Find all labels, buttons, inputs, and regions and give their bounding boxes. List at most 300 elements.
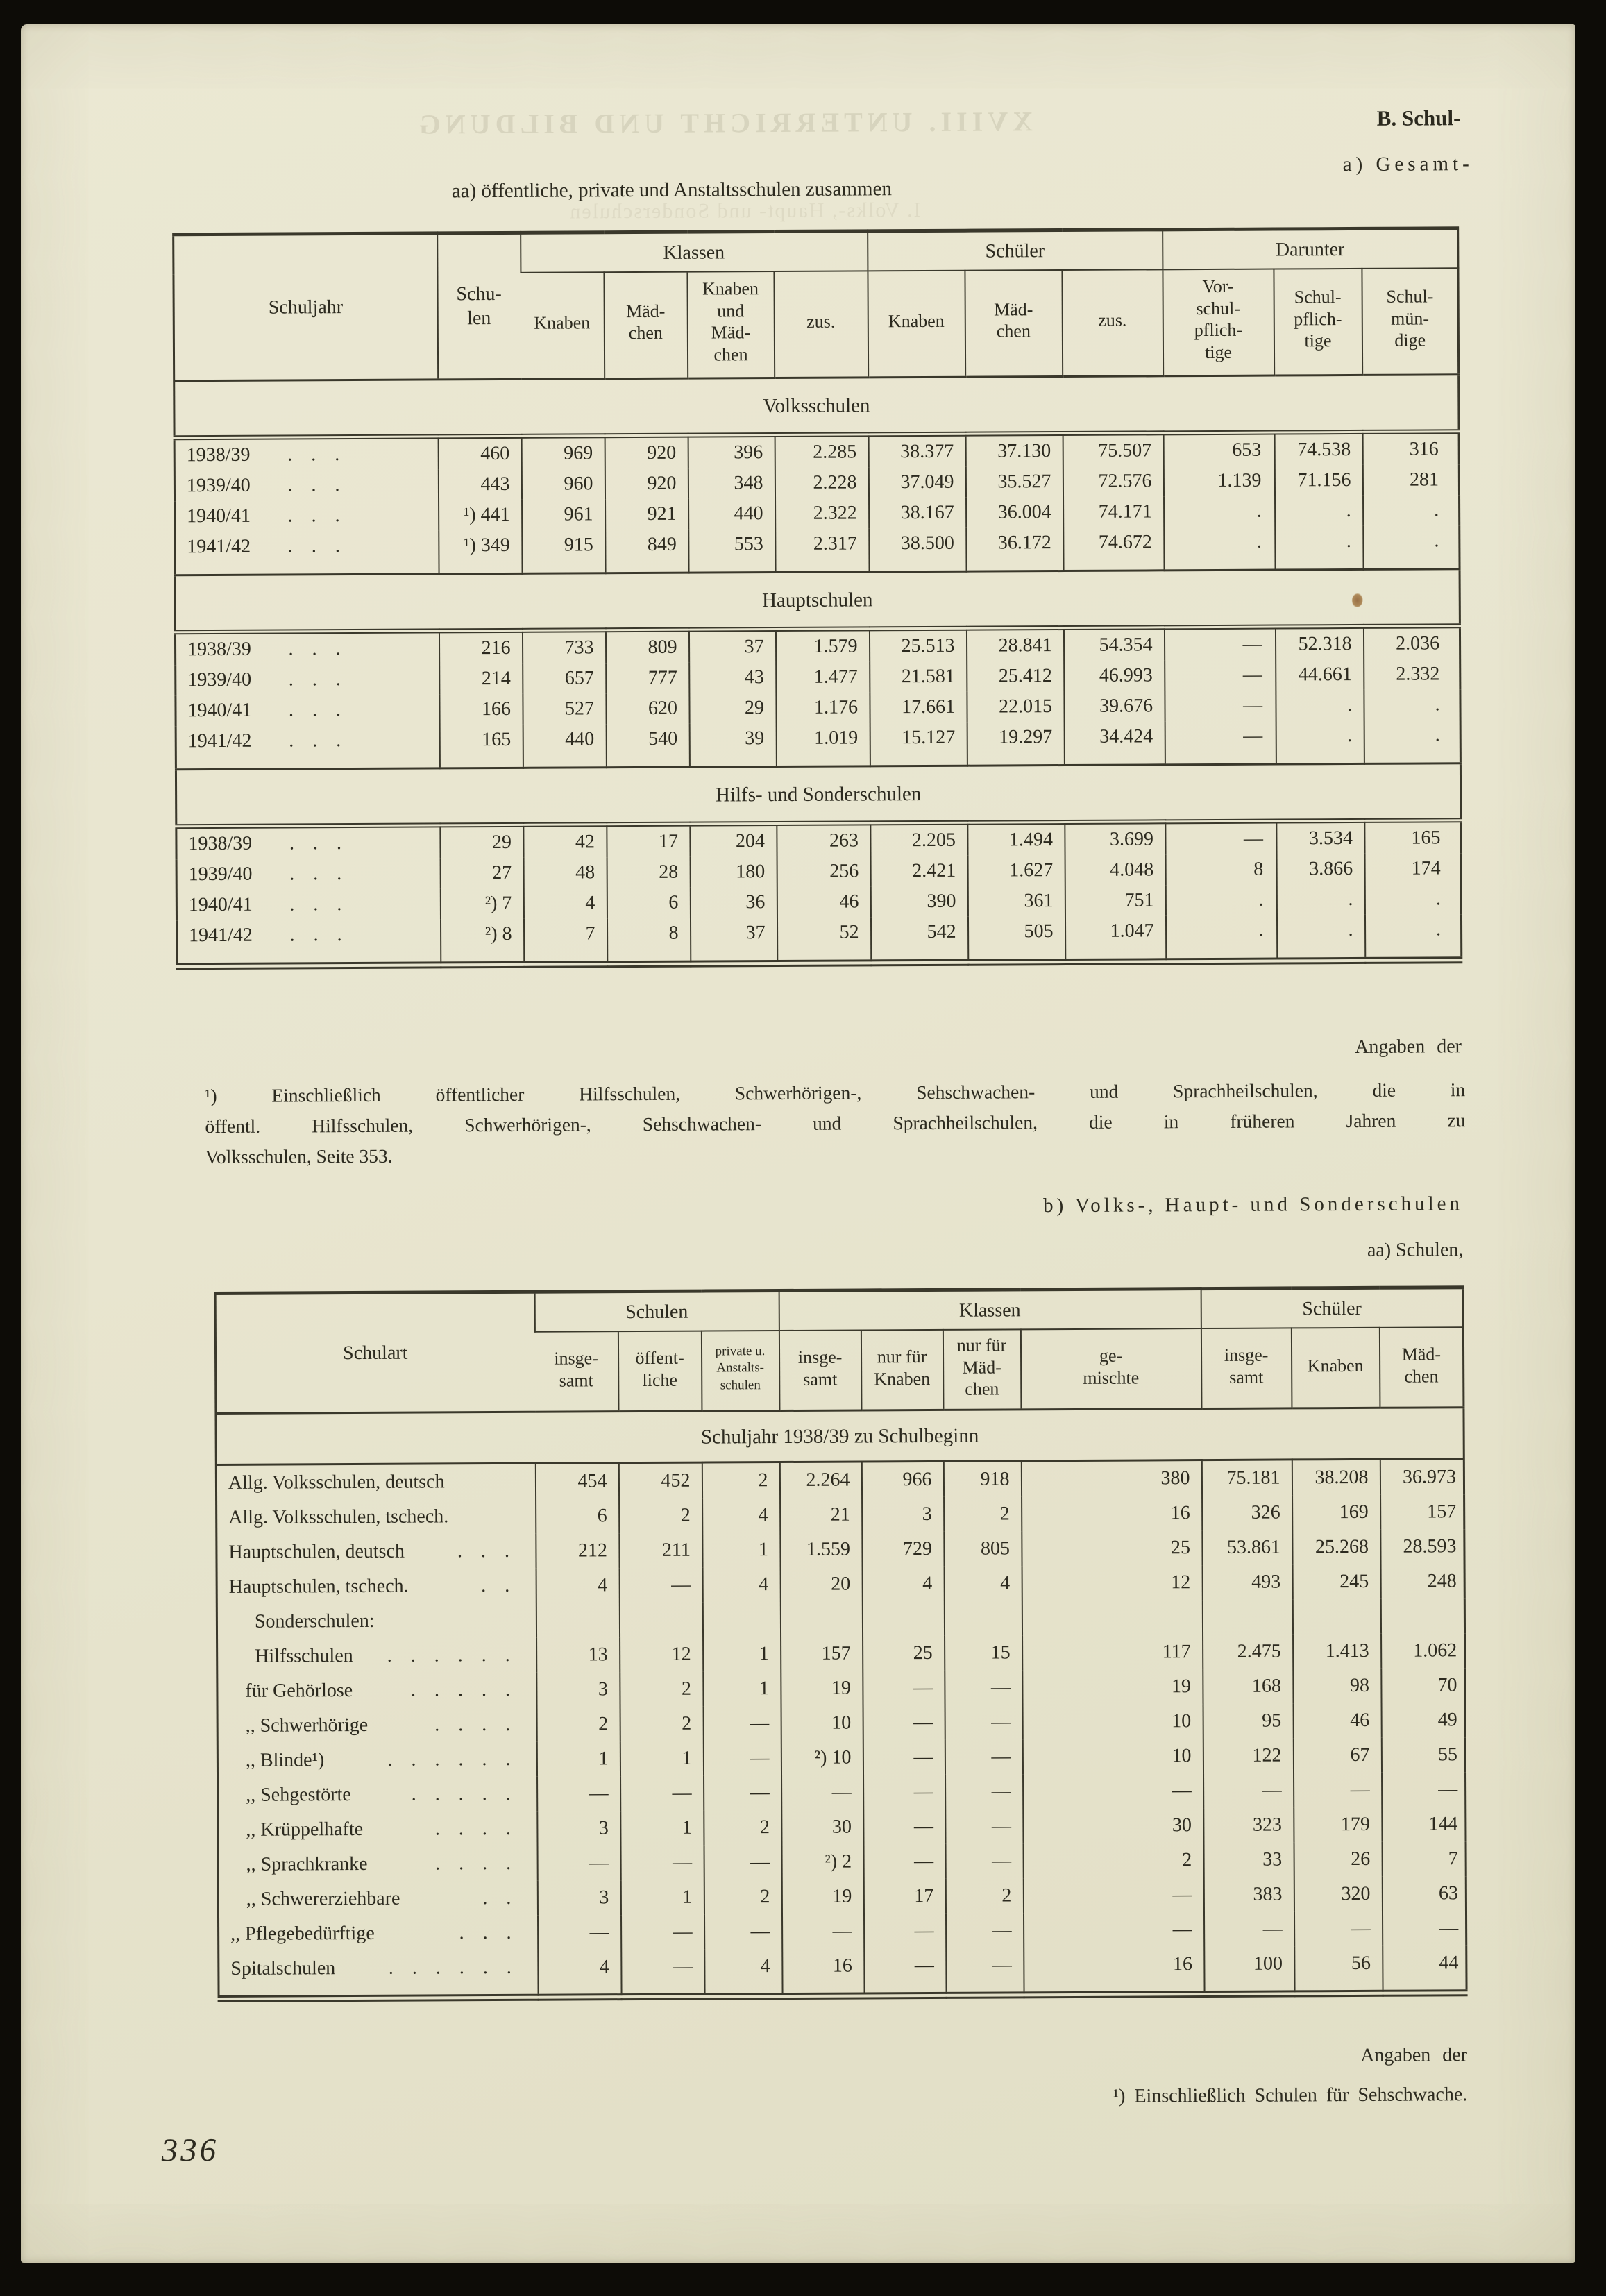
cell-schueler-knaben: 38.167 <box>869 498 966 529</box>
section-band-hilfs-sonderschulen: Hilfs- und Sonderschulen <box>176 763 1460 827</box>
cell-schueler-knaben: 38.208 <box>1292 1459 1380 1495</box>
cell-schulen-private: — <box>703 1741 781 1776</box>
cell-vorschulpflichtige: — <box>1165 659 1276 691</box>
cell-schulen-oeffentliche <box>619 1603 702 1638</box>
schuljahr-cell <box>175 530 439 575</box>
cell-klassen-gemischte: — <box>1023 1773 1203 1809</box>
cell-schueler-insgesamt <box>1202 1600 1292 1635</box>
hauptschulen-rows <box>175 626 1460 770</box>
cell-klassen-zusammen: 2.322 <box>775 498 869 529</box>
schulart-label: Hauptschulen, tschech. <box>228 1575 409 1598</box>
cell-klassen-nur-maedchen: — <box>946 1913 1024 1948</box>
running-header-right: B. Schul- <box>1376 105 1461 130</box>
cell-klassen-nur-maedchen <box>944 1601 1022 1636</box>
cell-schulen: ²) 7 <box>440 888 523 920</box>
cell-schueler-insgesamt: 168 <box>1203 1669 1293 1705</box>
cell-klassen-gemischte: 117 <box>1022 1635 1203 1670</box>
cell-klassen-insgesamt: 21 <box>780 1498 862 1533</box>
col-header-klassen-insgesamt: insge- samt <box>779 1330 861 1410</box>
cell-klassen-knaben-maedchen: 29 <box>689 693 776 724</box>
cell-klassen-maedchen: 849 <box>605 530 688 573</box>
cell-schueler-knaben: 169 <box>1292 1495 1380 1530</box>
cell-schueler-maedchen: 1.627 <box>967 855 1065 886</box>
cell-schueler-zusammen: 4.048 <box>1065 854 1165 886</box>
cell-klassen-nur-knaben: — <box>863 1671 945 1706</box>
dot-leader: . . . <box>457 1540 517 1562</box>
catchword-angaben-der-1: Angaben der <box>1354 1036 1462 1058</box>
table-row <box>175 525 1460 575</box>
cell-klassen-zusammen: 2.285 <box>775 434 868 468</box>
table-row <box>218 1876 1466 1917</box>
cell-schueler-maedchen: 70 <box>1381 1668 1465 1703</box>
schulart-cell <box>217 1603 536 1639</box>
catchword-angaben-der-2: Angaben der <box>1360 2044 1468 2066</box>
table-row <box>218 1841 1466 1882</box>
cell-schueler-knaben: 37.049 <box>868 467 965 498</box>
col-header-klassen-knaben: Knaben <box>521 272 605 379</box>
cell-schueler-knaben: 38.377 <box>868 434 965 467</box>
cell-schueler-maedchen: 36.172 <box>966 527 1063 571</box>
cell-schulen: ²) 8 <box>440 919 523 965</box>
cell-schueler-maedchen: 55 <box>1381 1737 1465 1773</box>
cell-schueler-maedchen: 361 <box>967 886 1065 917</box>
cell-schueler-knaben: 21.581 <box>870 661 967 693</box>
cell-schueler-knaben: 17.661 <box>870 692 967 723</box>
cell-schueler-zusammen: 75.507 <box>1063 433 1163 466</box>
schulart-label: Hauptschulen, deutsch <box>228 1540 405 1564</box>
cell-klassen-maedchen: 8 <box>607 918 690 965</box>
bleedthrough-subtitle: I. Volks-, Haupt- und Sonderschulen <box>568 199 921 223</box>
cell-klassen-gemischte: 30 <box>1023 1808 1203 1843</box>
cell-schulen: 216 <box>439 630 522 664</box>
cell-schulen-oeffentliche: — <box>621 1915 704 1950</box>
cell-schulen-private: 1 <box>702 1533 780 1568</box>
dot-leader: . . . . . <box>411 1783 518 1805</box>
col-header-schulen: Schu- len <box>437 233 521 379</box>
cell-schueler-maedchen: 7 <box>1382 1841 1466 1877</box>
cell-schulen-private: — <box>704 1845 781 1880</box>
cell-klassen-insgesamt: 1.559 <box>780 1533 862 1568</box>
cell-schulpflichtige: 71.156 <box>1274 465 1362 496</box>
bleedthrough-chapter-title: XVIII. UNTERRICHT UND BILDUNG <box>414 105 1033 140</box>
cell-klassen-knaben-maedchen: 37 <box>690 918 777 964</box>
dot-leader: . . <box>482 1887 518 1909</box>
cell-schulen-private: 2 <box>702 1462 779 1499</box>
page-content <box>15 20 1581 2266</box>
cell-klassen-knaben-maedchen: 553 <box>688 529 775 573</box>
cell-klassen-insgesamt: 19 <box>781 1671 863 1707</box>
group-header-schulen: Schulen <box>534 1291 779 1332</box>
table-row <box>217 1564 1464 1605</box>
cell-schueler-maedchen: 25.412 <box>967 661 1064 692</box>
schulart-label: ,, Krüppelhafte <box>246 1818 364 1841</box>
dot-leader: . . . <box>287 504 347 527</box>
cell-klassen-nur-knaben: — <box>863 1705 945 1741</box>
cell-schulpflichtige: . <box>1276 690 1364 721</box>
col-header-schuljahr: Schuljahr <box>174 233 438 381</box>
cell-schulmuendige: . <box>1364 689 1460 720</box>
cell-schueler-maedchen: — <box>1382 1772 1466 1807</box>
schuljahr-value: 1941/42 <box>189 924 253 947</box>
cell-schueler-insgesamt: 326 <box>1202 1496 1292 1531</box>
schulart-cell <box>217 1534 536 1570</box>
cell-schulen-insgesamt <box>536 1603 619 1638</box>
schulart-cell <box>216 1463 535 1501</box>
cell-schulen: 29 <box>440 825 523 858</box>
cell-schulpflichtige: . <box>1276 720 1364 764</box>
col-header-klassen-nur-maedchen: nur für Mäd- chen <box>943 1329 1021 1410</box>
cell-schueler-maedchen: 44 <box>1383 1945 1466 1993</box>
schuljahr-value: 1941/42 <box>187 535 251 558</box>
table1-header <box>174 228 1459 381</box>
cell-vorschulpflichtige: 8 <box>1165 854 1276 885</box>
schulart-cell <box>218 1777 537 1813</box>
section-band-hauptschulen: Hauptschulen <box>175 569 1460 632</box>
cell-vorschulpflichtige: — <box>1165 690 1276 721</box>
cell-schulen-insgesamt: 3 <box>537 1880 620 1916</box>
cell-schueler-maedchen: 505 <box>968 916 1065 963</box>
cell-klassen-insgesamt: ²) 10 <box>781 1741 863 1776</box>
cell-klassen-zusammen: 1.477 <box>776 661 870 693</box>
cell-schueler-maedchen: 49 <box>1381 1703 1465 1738</box>
cell-schulen-oeffentliche: 1 <box>620 1880 704 1916</box>
cell-schulpflichtige: 3.534 <box>1276 820 1364 854</box>
cell-klassen-knaben-maedchen: 37 <box>688 629 775 662</box>
col-header-schueler-knaben: Knaben <box>1291 1328 1380 1408</box>
schuljahr-value: 1939/40 <box>187 668 252 691</box>
schulart-label: ,, Schwerhörige <box>245 1714 369 1737</box>
cell-klassen-zusammen: 2.228 <box>775 467 868 498</box>
cell-schulen-insgesamt: — <box>537 1846 620 1881</box>
cell-schulen-private: — <box>704 1775 781 1811</box>
cell-klassen-insgesamt: 19 <box>781 1880 863 1915</box>
cell-klassen-maedchen: 28 <box>607 857 690 888</box>
schulart-label: Allg. Volksschulen, tschech. <box>228 1505 449 1529</box>
section-band-schuljahr-1938-39: Schuljahr 1938/39 zu Schulbeginn <box>216 1408 1464 1465</box>
cell-schulmuendige: . <box>1365 914 1462 961</box>
cell-klassen-knaben: 969 <box>521 436 605 469</box>
dot-leader: . . . . . . <box>387 1748 518 1771</box>
cell-klassen-knaben-maedchen: 180 <box>690 856 777 888</box>
cell-klassen-knaben: 657 <box>523 663 606 694</box>
schuljahr-cell <box>176 825 440 859</box>
dot-leader: . . . <box>287 473 347 496</box>
table1-title: aa) öffentliche, private und Anstaltsschulen zusammen <box>451 178 892 203</box>
cell-klassen-nur-maedchen: — <box>946 1948 1024 1995</box>
cell-schulmuendige: . <box>1363 525 1460 569</box>
table-row <box>217 1703 1465 1744</box>
cell-schueler-insgesamt: 100 <box>1204 1947 1294 1995</box>
schuljahr-cell <box>175 500 439 532</box>
table2-title-aa: aa) Schulen, <box>1367 1239 1464 1261</box>
cell-vorschulpflichtige: — <box>1165 720 1276 764</box>
cell-schulmuendige: 316 <box>1362 432 1459 465</box>
schuljahr-value: 1938/39 <box>188 832 253 855</box>
cell-klassen-nur-maedchen: — <box>945 1774 1023 1809</box>
cell-vorschulpflichtige: . <box>1164 496 1275 527</box>
cell-klassen-zusammen: 46 <box>777 886 870 918</box>
cell-klassen-insgesamt: 10 <box>781 1706 863 1741</box>
cell-klassen-nur-maedchen: — <box>945 1670 1022 1705</box>
schulart-label: ,, Blinde¹) <box>245 1749 325 1771</box>
col-header-schulmuendige: Schul- mün- dige <box>1362 268 1459 375</box>
dot-leader: . . . . <box>435 1852 518 1875</box>
dot-leader: . . . <box>289 893 349 915</box>
cell-klassen-gemischte: 16 <box>1024 1947 1204 1995</box>
sonderschulen-rows <box>176 820 1462 967</box>
cell-schulen: ¹) 441 <box>439 500 522 531</box>
cell-schulen-oeffentliche: 12 <box>620 1637 703 1673</box>
cell-schueler-knaben: 56 <box>1294 1946 1383 1994</box>
footnote-block-1 <box>205 1074 1466 1172</box>
cell-klassen-gemischte <box>1022 1600 1202 1635</box>
paper-sheet <box>21 24 1575 2263</box>
cell-schueler-knaben: 245 <box>1292 1564 1380 1600</box>
cell-klassen-gemischte: 12 <box>1022 1565 1202 1601</box>
cell-schueler-knaben: 25.513 <box>869 628 966 661</box>
table2-title-b: b) Volks-, Haupt- und Sonderschulen <box>1043 1192 1464 1217</box>
cell-klassen-knaben: 48 <box>523 857 607 888</box>
table-row <box>217 1668 1465 1709</box>
cell-klassen-zusammen: 263 <box>777 823 870 856</box>
cell-schulen: ¹) 349 <box>439 530 522 574</box>
cell-klassen-gemischte: 16 <box>1022 1496 1202 1531</box>
cell-schueler-zusammen: 34.424 <box>1064 721 1165 765</box>
schulart-cell <box>218 1881 537 1917</box>
cell-schulen-insgesamt: 4 <box>538 1950 621 1998</box>
cell-schueler-knaben: 38.500 <box>869 528 966 572</box>
schuljahr-value: 1940/41 <box>187 505 251 527</box>
cell-vorschulpflichtige: . <box>1166 915 1277 961</box>
cell-schulpflichtige: . <box>1275 496 1363 527</box>
cell-schueler-knaben: — <box>1294 1911 1383 1947</box>
cell-klassen-nur-knaben: 4 <box>862 1567 944 1602</box>
cell-klassen-maedchen: 540 <box>606 724 689 768</box>
cell-schulen-private: — <box>703 1706 781 1741</box>
cell-schulpflichtige: . <box>1275 526 1363 570</box>
cell-schulen-insgesamt: 2 <box>536 1707 620 1742</box>
cell-klassen-insgesamt <box>780 1602 862 1637</box>
col-header-klassen-maedchen: Mäd- chen <box>604 272 688 379</box>
cell-klassen-knaben: 7 <box>523 918 607 965</box>
cell-schueler-insgesamt: 383 <box>1203 1877 1294 1913</box>
cell-schueler-knaben <box>1292 1599 1380 1635</box>
cell-klassen-knaben: 527 <box>523 693 606 725</box>
cell-schueler-knaben: — <box>1294 1773 1382 1808</box>
cell-vorschulpflichtige: . <box>1165 884 1276 915</box>
cell-schulen-private: — <box>704 1914 782 1950</box>
cell-vorschulpflichtige: — <box>1165 821 1276 854</box>
cell-klassen-knaben-maedchen: 440 <box>688 498 775 530</box>
col-header-schulen-private-anstaltsschulen: private u. Anstalts- schulen <box>701 1331 779 1411</box>
cell-schulen-oeffentliche: 2 <box>620 1707 703 1742</box>
cell-schueler-insgesamt: 53.861 <box>1202 1530 1292 1566</box>
schulart-cell <box>217 1673 536 1709</box>
footnote-line: Volksschulen, Seite 353. <box>205 1145 393 1168</box>
cell-schueler-maedchen: 22.015 <box>967 691 1064 723</box>
cell-klassen-zusammen: 1.019 <box>776 723 870 766</box>
cell-klassen-nur-knaben: 17 <box>863 1879 945 1914</box>
cell-klassen-maedchen: 920 <box>605 435 688 469</box>
volksschulen-rows <box>174 432 1460 575</box>
cell-schueler-maedchen: — <box>1383 1911 1466 1946</box>
schuljahr-value: 1940/41 <box>188 893 253 916</box>
cell-klassen-nur-knaben: — <box>864 1948 946 1996</box>
dot-leader: . . . <box>289 862 349 885</box>
cell-schulen-oeffentliche: — <box>619 1568 702 1603</box>
cell-klassen-gemischte: 10 <box>1022 1704 1203 1739</box>
cell-klassen-nur-maedchen: 2 <box>945 1878 1023 1914</box>
table-row <box>219 1945 1466 1999</box>
schuljahr-value: 1938/39 <box>187 638 251 661</box>
cell-klassen-knaben-maedchen: 348 <box>688 468 775 499</box>
cell-klassen-gemischte: 10 <box>1022 1739 1203 1774</box>
col-header-schueler-zusammen: zus. <box>1062 269 1163 376</box>
cell-schulen: 166 <box>439 694 523 725</box>
cell-klassen-nur-knaben: — <box>863 1809 945 1845</box>
dot-leader: . . . . <box>434 1714 518 1736</box>
cell-vorschulpflichtige: 653 <box>1163 432 1274 466</box>
cell-schueler-zusammen: 72.576 <box>1063 466 1163 497</box>
cell-schueler-zusammen: 1.047 <box>1065 915 1166 962</box>
cell-klassen-knaben: 915 <box>522 530 605 573</box>
col-header-schulen-insgesamt: insge- samt <box>534 1331 618 1412</box>
cell-schulmuendige: 2.036 <box>1363 626 1460 659</box>
table-row <box>219 1911 1466 1952</box>
schulart-label: für Gehörlose <box>245 1680 353 1702</box>
cell-schueler-maedchen: 35.527 <box>965 466 1063 498</box>
cell-klassen-nur-knaben: — <box>863 1844 945 1880</box>
dot-leader: . . . <box>289 923 349 946</box>
cell-schueler-knaben: 542 <box>871 917 968 963</box>
table1-group-header-row <box>174 228 1458 275</box>
cell-klassen-nur-maedchen: 805 <box>944 1531 1022 1567</box>
table-gesamt-uebersicht <box>172 226 1462 970</box>
footnote-block-2: ¹) Einschließlich Schulen für Sehschwache. <box>1113 2084 1468 2107</box>
cell-schueler-insgesamt: 493 <box>1202 1565 1292 1601</box>
cell-schulen-oeffentliche: — <box>620 1846 704 1881</box>
cell-schueler-knaben: 25.268 <box>1292 1530 1380 1565</box>
cell-schulen-oeffentliche: 452 <box>618 1462 702 1499</box>
schulart-cell <box>218 1812 537 1848</box>
table-row <box>218 1807 1466 1848</box>
schuljahr-cell <box>176 664 439 695</box>
cell-schulmuendige: 2.332 <box>1364 659 1460 690</box>
dot-leader: . . . . . <box>410 1679 517 1701</box>
cell-klassen-knaben: 960 <box>521 469 605 500</box>
dot-leader: . . . <box>459 1922 518 1944</box>
cell-schulen-insgesamt: — <box>537 1776 620 1812</box>
cell-schulpflichtige: . <box>1277 915 1365 961</box>
cell-schueler-maedchen: 144 <box>1382 1807 1466 1842</box>
dot-leader: . . . . . . <box>388 1957 518 1979</box>
cell-klassen-insgesamt: 2.264 <box>779 1462 861 1498</box>
col-header-schulen-oeffentliche: öffent- liche <box>618 1331 702 1412</box>
cell-schueler-maedchen: 37.130 <box>965 433 1063 466</box>
schuljahr-value: 1939/40 <box>188 863 253 886</box>
cell-schueler-zusammen: 46.993 <box>1064 660 1165 691</box>
cell-schulen-oeffentliche: — <box>621 1950 704 1998</box>
table-row <box>217 1737 1465 1778</box>
cell-schueler-knaben: 179 <box>1294 1807 1382 1843</box>
cell-schueler-knaben: 320 <box>1294 1877 1382 1912</box>
schulart-label: Spitalschulen <box>230 1957 336 1980</box>
cell-klassen-zusammen: 52 <box>777 917 870 963</box>
cell-schulen: 165 <box>439 725 523 768</box>
schulart-cell <box>217 1569 536 1605</box>
dot-leader: . . <box>481 1575 517 1597</box>
dot-leader: . . . <box>289 729 348 752</box>
cell-schueler-insgesamt: 95 <box>1203 1704 1293 1739</box>
cell-klassen-maedchen: 920 <box>605 469 688 500</box>
cell-schueler-knaben: 67 <box>1293 1738 1381 1773</box>
cell-schueler-knaben: 46 <box>1293 1703 1381 1739</box>
table-row <box>217 1494 1464 1535</box>
cell-klassen-nur-maedchen: — <box>945 1705 1022 1740</box>
group-header-schueler: Schüler <box>868 230 1163 271</box>
cell-klassen-knaben-maedchen: 204 <box>690 823 777 856</box>
cell-schulen-private: 4 <box>704 1949 782 1997</box>
cell-schueler-knaben: 98 <box>1293 1669 1381 1704</box>
col-header-klassen-nur-knaben: nur für Knaben <box>861 1330 943 1410</box>
cell-klassen-insgesamt: 30 <box>781 1810 863 1846</box>
schuljahr-value: 1940/41 <box>187 699 252 722</box>
col-header-vorschulpflichtige: Vor- schul- pflich- tige <box>1163 269 1274 376</box>
cell-schueler-maedchen: 63 <box>1382 1876 1466 1911</box>
cell-vorschulpflichtige: 1.139 <box>1163 465 1274 496</box>
table-row <box>176 914 1461 966</box>
cell-schueler-insgesamt: 33 <box>1203 1843 1294 1878</box>
col-header-klassen-knaben-und-maedchen: Knaben und Mäd- chen <box>687 271 775 378</box>
cell-klassen-insgesamt: 16 <box>782 1949 864 1997</box>
cell-schulen-private: 4 <box>702 1498 780 1533</box>
schulart-cell <box>219 1950 538 1999</box>
dot-leader: . . . <box>287 443 347 466</box>
cell-schulpflichtige: . <box>1276 884 1364 915</box>
schulart-label: ,, Schwererziehbare <box>246 1887 400 1910</box>
cell-klassen-zusammen: 256 <box>777 856 870 887</box>
cell-klassen-knaben: 4 <box>523 888 607 919</box>
schuljahr-cell <box>176 919 440 966</box>
group-header-klassen: Klassen <box>521 231 868 273</box>
cell-schueler-maedchen: 36.973 <box>1380 1459 1464 1495</box>
table-row <box>216 1459 1464 1501</box>
cell-schulmuendige: . <box>1364 720 1460 763</box>
group-header-klassen: Klassen <box>779 1289 1201 1331</box>
cell-schulen-insgesamt: 3 <box>537 1811 620 1846</box>
cell-klassen-maedchen: 809 <box>605 630 688 663</box>
cell-klassen-knaben: 733 <box>522 630 605 664</box>
cell-schulen-private: 2 <box>704 1880 781 1915</box>
cell-schulen-private: 4 <box>702 1567 780 1603</box>
col-header-schulpflichtige: Schul- pflich- tige <box>1274 269 1362 375</box>
cell-schueler-zusammen: 74.672 <box>1063 527 1164 571</box>
cell-schueler-knaben: 15.127 <box>870 723 967 766</box>
cell-klassen-insgesamt: — <box>781 1775 863 1811</box>
cell-schulen-oeffentliche: — <box>620 1776 704 1812</box>
cell-schueler-maedchen: 1.494 <box>967 822 1065 855</box>
cell-klassen-knaben: 961 <box>522 499 605 530</box>
table-row <box>217 1633 1465 1674</box>
col-header-schueler-knaben: Knaben <box>868 271 965 378</box>
table2-header <box>215 1288 1464 1414</box>
dot-leader: . . . <box>287 534 347 557</box>
schulart-label: Hilfsschulen <box>255 1645 353 1667</box>
cell-schulmuendige: 174 <box>1364 853 1461 884</box>
cell-klassen-insgesamt: 157 <box>781 1637 863 1672</box>
schuljahr-value: 1938/39 <box>186 444 251 466</box>
cell-klassen-gemischte: 380 <box>1021 1460 1201 1497</box>
